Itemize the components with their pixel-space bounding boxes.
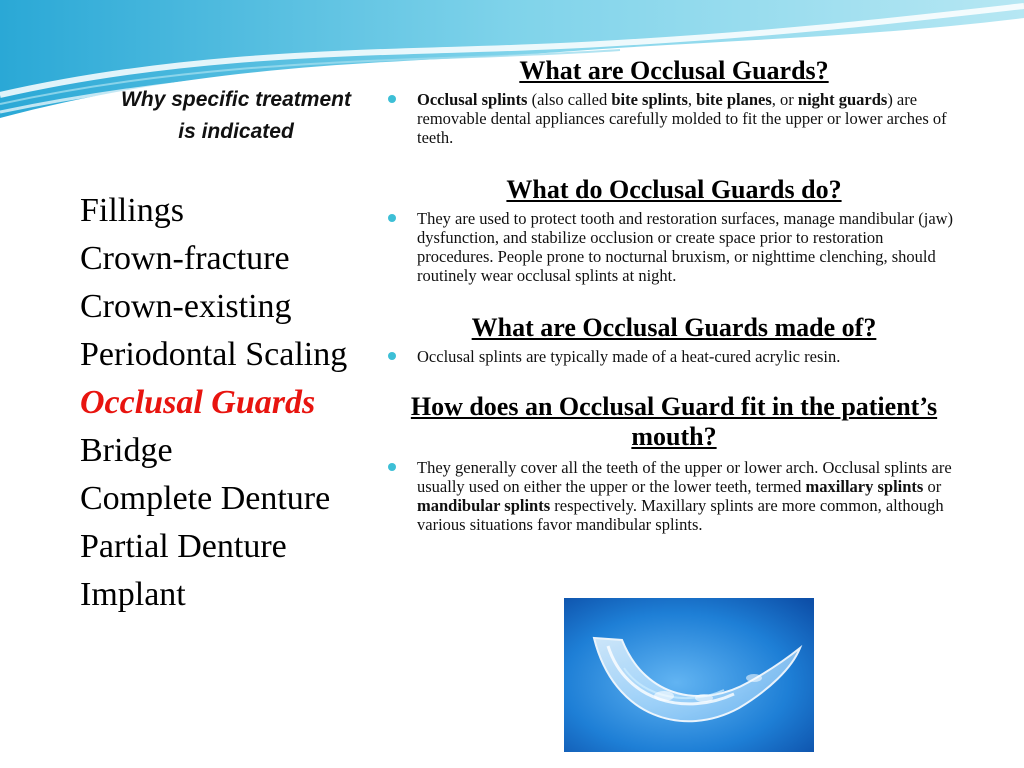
term-mandibular-splints: mandibular splints: [417, 496, 551, 515]
section-heading-made-of: What are Occlusal Guards made of?: [471, 313, 877, 342]
term-bite-splints: bite splints: [611, 90, 688, 109]
treatment-item-partial-denture: Partial Denture: [80, 528, 287, 565]
treatment-item-complete-denture: Complete Denture: [80, 480, 331, 517]
bullet-fit: They generally cover all the teeth of the upper or lower arch. Occlusal splints are usually used on either the upper or the lower teeth, termed maxillary splints or mandibular splints respectively. Maxillary splints are more common, although various situations favor mandibular splints.: [384, 458, 964, 534]
treatment-list: [80, 192, 390, 624]
occlusal-guard-photo: [564, 598, 814, 752]
section-heading-what-do: What do Occlusal Guards do?: [506, 175, 842, 204]
bullet-dot-icon: [388, 463, 396, 471]
treatment-item-periodontal-scaling: Periodontal Scaling: [80, 336, 348, 373]
subtitle-line-2: is indicated: [178, 120, 294, 143]
bullet-dot-icon: [388, 352, 396, 360]
section-heading-fit: How does an Occlusal Guard fit in the patient’s mouth?: [410, 392, 938, 451]
left-subtitle: [86, 84, 386, 148]
term-maxillary-splints: maxillary splints: [805, 477, 924, 496]
bullet-dot-icon: [388, 95, 396, 103]
treatment-item-crown-fracture: Crown-fracture: [80, 240, 290, 277]
term-night-guards: night guards: [797, 90, 888, 109]
treatment-item-fillings: Fillings: [80, 192, 184, 229]
treatment-item-occlusal-guards: Occlusal Guards: [80, 384, 316, 421]
bullet-made-of: Occlusal splints are typically made of a heat-cured acrylic resin.: [384, 347, 964, 366]
bullet-dot-icon: [388, 214, 396, 222]
section-heading-what-are: What are Occlusal Guards?: [519, 56, 829, 85]
treatment-item-crown-existing: Crown-existing: [80, 288, 292, 325]
bullet-what-do: They are used to protect tooth and restoration surfaces, manage mandibular (jaw) dysfunction, and stabilize occlusion or create space prior to restoration procedures. People prone to nocturnal bruxism, or nighttime clenching, should routinely wear occlusal splints at night.: [384, 209, 964, 285]
bullet-what-are: Occlusal splints (also called bite splints, bite planes, or night guards) are removable dental appliances carefully molded to fit the upper or lower arches of teeth.: [384, 90, 964, 147]
treatment-item-bridge: Bridge: [80, 432, 173, 469]
content-column: [384, 56, 964, 534]
term-bite-planes: bite planes: [696, 90, 772, 109]
term-occlusal-splints: Occlusal splints: [417, 90, 528, 109]
subtitle-line-1: Why specific treatment: [121, 88, 351, 111]
treatment-item-implant: Implant: [80, 576, 186, 613]
